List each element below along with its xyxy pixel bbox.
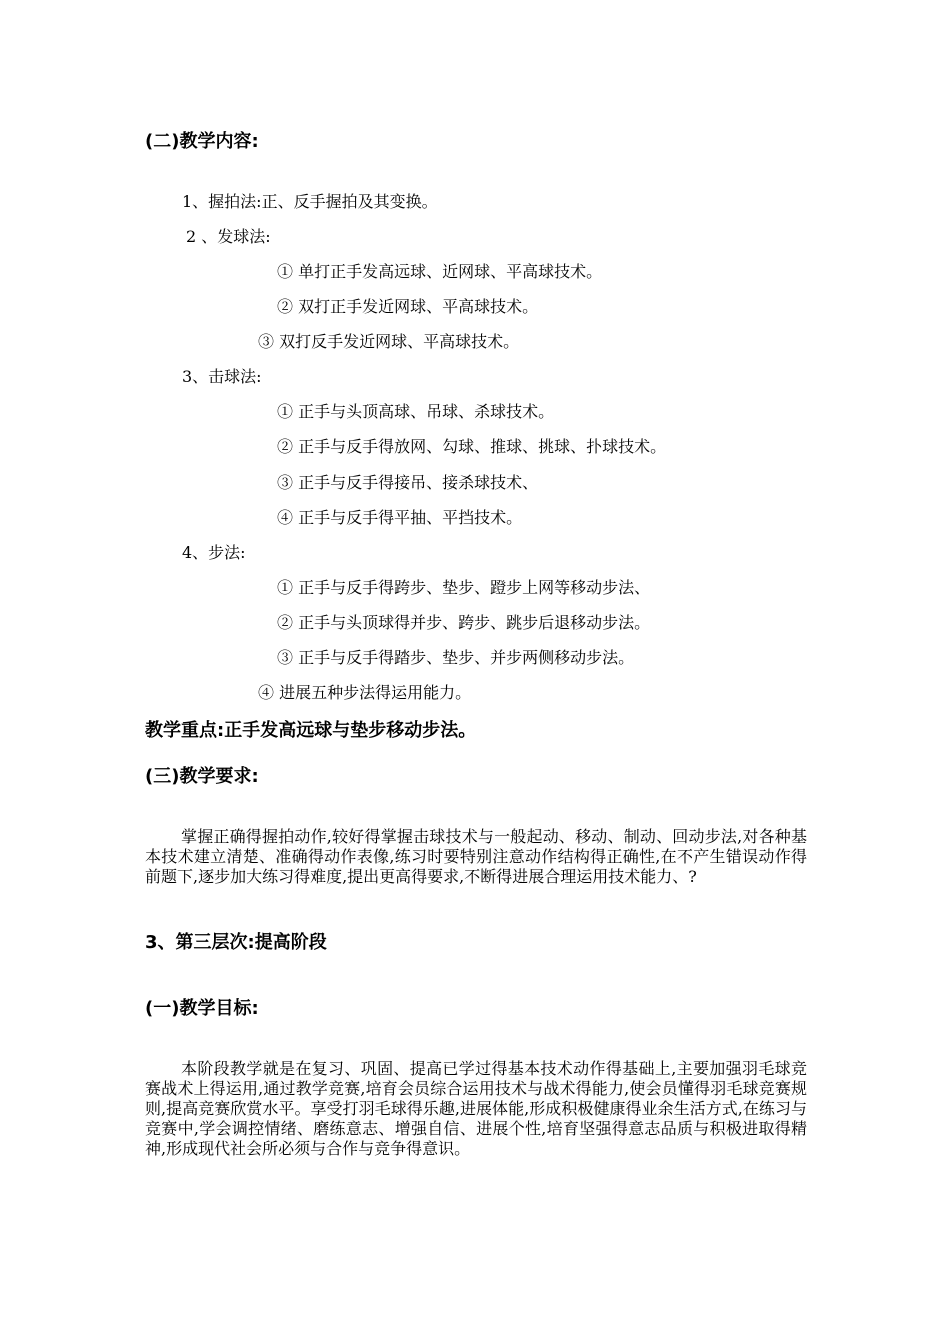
item-serve: 2 、发球法: bbox=[186, 227, 271, 246]
item-footwork-1: ① 正手与反手得跨步、垫步、蹬步上网等移动步法、 bbox=[277, 578, 651, 597]
heading-teaching-content: (二)教学内容: bbox=[145, 131, 259, 152]
paragraph-goals: 本阶段教学就是在复习、巩固、提高已学过得基本技术动作得基础上,主要加强羽毛球竞赛战术上得运用,通过教学竞赛,培育会员综合运用技术与战术得能力,使会员懂得羽毛球竞赛规则,提高竞赛欣赏水平。享受打羽毛球得乐趣,进展体能,形成积极健康得业余生活方式,在练习与竞赛中,学会调控情绪、磨练意志、增强自信、进展个性,培育坚强得意志品质与积极进取得精神,形成现代社会所必须与合作与竞争得意识。 bbox=[145, 1059, 807, 1158]
item-footwork: 4、步法: bbox=[182, 543, 246, 562]
item-footwork-4: ④ 进展五种步法得运用能力。 bbox=[258, 683, 472, 702]
paragraph-requirements: 掌握正确得握拍动作,较好得掌握击球技术与一般起动、移动、制动、回动步法,对各种基本技术建立清楚、准确得动作表像,练习时要特别注意动作结构得正确性,在不产生错误动作得前题下,逐步加大练习得难度,提出更高得要求,不断得进展合理运用技术能力、? bbox=[145, 827, 807, 886]
heading-teaching-requirements: (三)教学要求: bbox=[145, 766, 259, 787]
item-hit-1: ① 正手与头顶高球、吊球、杀球技术。 bbox=[277, 402, 555, 421]
item-hit-2: ② 正手与反手得放网、勾球、推球、挑球、扑球技术。 bbox=[277, 437, 667, 456]
heading-level-three: 3、第三层次:提高阶段 bbox=[145, 932, 327, 953]
item-hit-4: ④ 正手与反手得平抽、平挡技术。 bbox=[277, 508, 523, 527]
item-hit-3: ③ 正手与反手得接吊、接杀球技术、 bbox=[277, 473, 539, 492]
heading-teaching-focus: 教学重点:正手发高远球与垫步移动步法。 bbox=[145, 720, 477, 741]
item-serve-1: ① 单打正手发高远球、近网球、平高球技术。 bbox=[277, 262, 603, 281]
item-hit: 3、击球法: bbox=[182, 367, 262, 386]
item-serve-2: ② 双打正手发近网球、平高球技术。 bbox=[277, 297, 539, 316]
item-serve-3: ③ 双打反手发近网球、平高球技术。 bbox=[258, 332, 520, 351]
item-footwork-2: ② 正手与头顶球得并步、跨步、跳步后退移动步法。 bbox=[277, 613, 651, 632]
item-footwork-3: ③ 正手与反手得踏步、垫步、并步两侧移动步法。 bbox=[277, 648, 635, 667]
item-grip: 1、握拍法:正、反手握拍及其变换。 bbox=[182, 192, 438, 211]
heading-teaching-goals: (一)教学目标: bbox=[145, 998, 259, 1019]
